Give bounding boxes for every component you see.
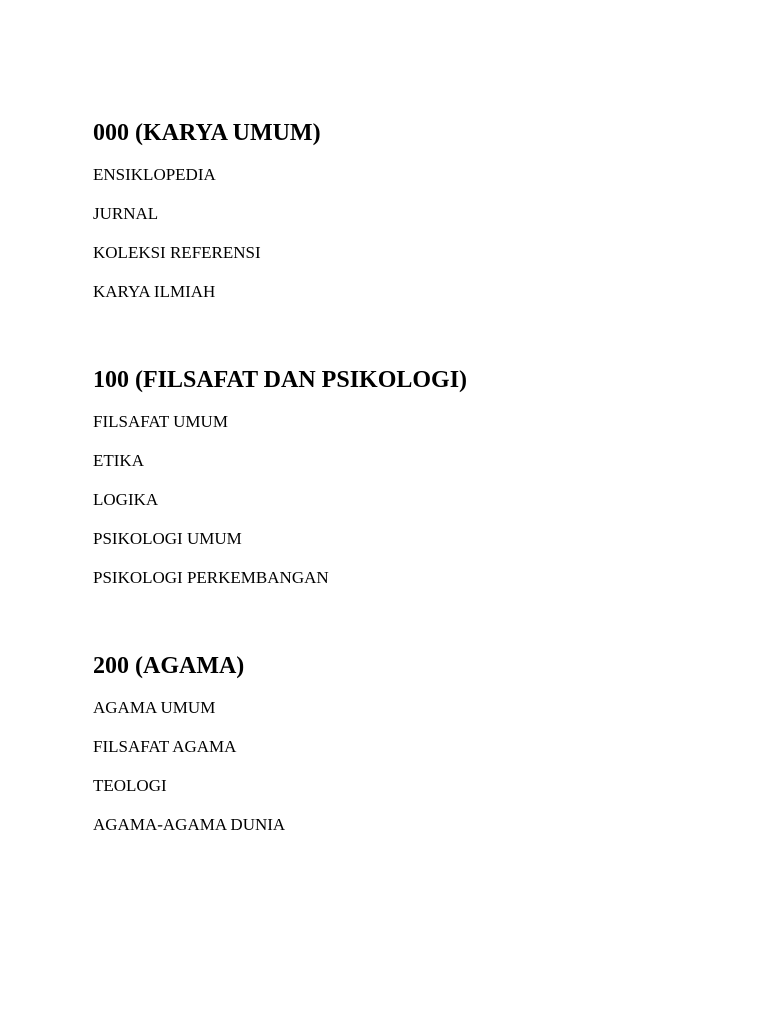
section-heading: 000 (KARYA UMUM) <box>93 120 321 146</box>
list-item: FILSAFAT AGAMA <box>93 737 237 756</box>
list-item: FILSAFAT UMUM <box>93 412 228 431</box>
list-item: JURNAL <box>93 204 159 223</box>
list-item: ENSIKLOPEDIA <box>93 165 216 184</box>
section-heading: 100 (FILSAFAT DAN PSIKOLOGI) <box>93 367 468 393</box>
section-item-list <box>93 698 733 835</box>
section-agama <box>93 652 733 835</box>
section-item-list <box>93 412 733 588</box>
list-item: AGAMA UMUM <box>93 698 216 717</box>
section-item-list <box>93 165 733 302</box>
list-item: ETIKA <box>93 451 144 470</box>
list-item: PSIKOLOGI UMUM <box>93 529 242 548</box>
list-item: KARYA ILMIAH <box>93 282 216 301</box>
list-item: KOLEKSI REFERENSI <box>93 243 261 262</box>
list-item: AGAMA-AGAMA DUNIA <box>93 815 286 834</box>
section-filsafat-dan-psikologi <box>93 366 733 588</box>
section-karya-umum <box>93 119 733 302</box>
list-item: PSIKOLOGI PERKEMBANGAN <box>93 568 329 587</box>
list-item: LOGIKA <box>93 490 159 509</box>
list-item: TEOLOGI <box>93 776 167 795</box>
section-heading: 200 (AGAMA) <box>93 653 245 679</box>
